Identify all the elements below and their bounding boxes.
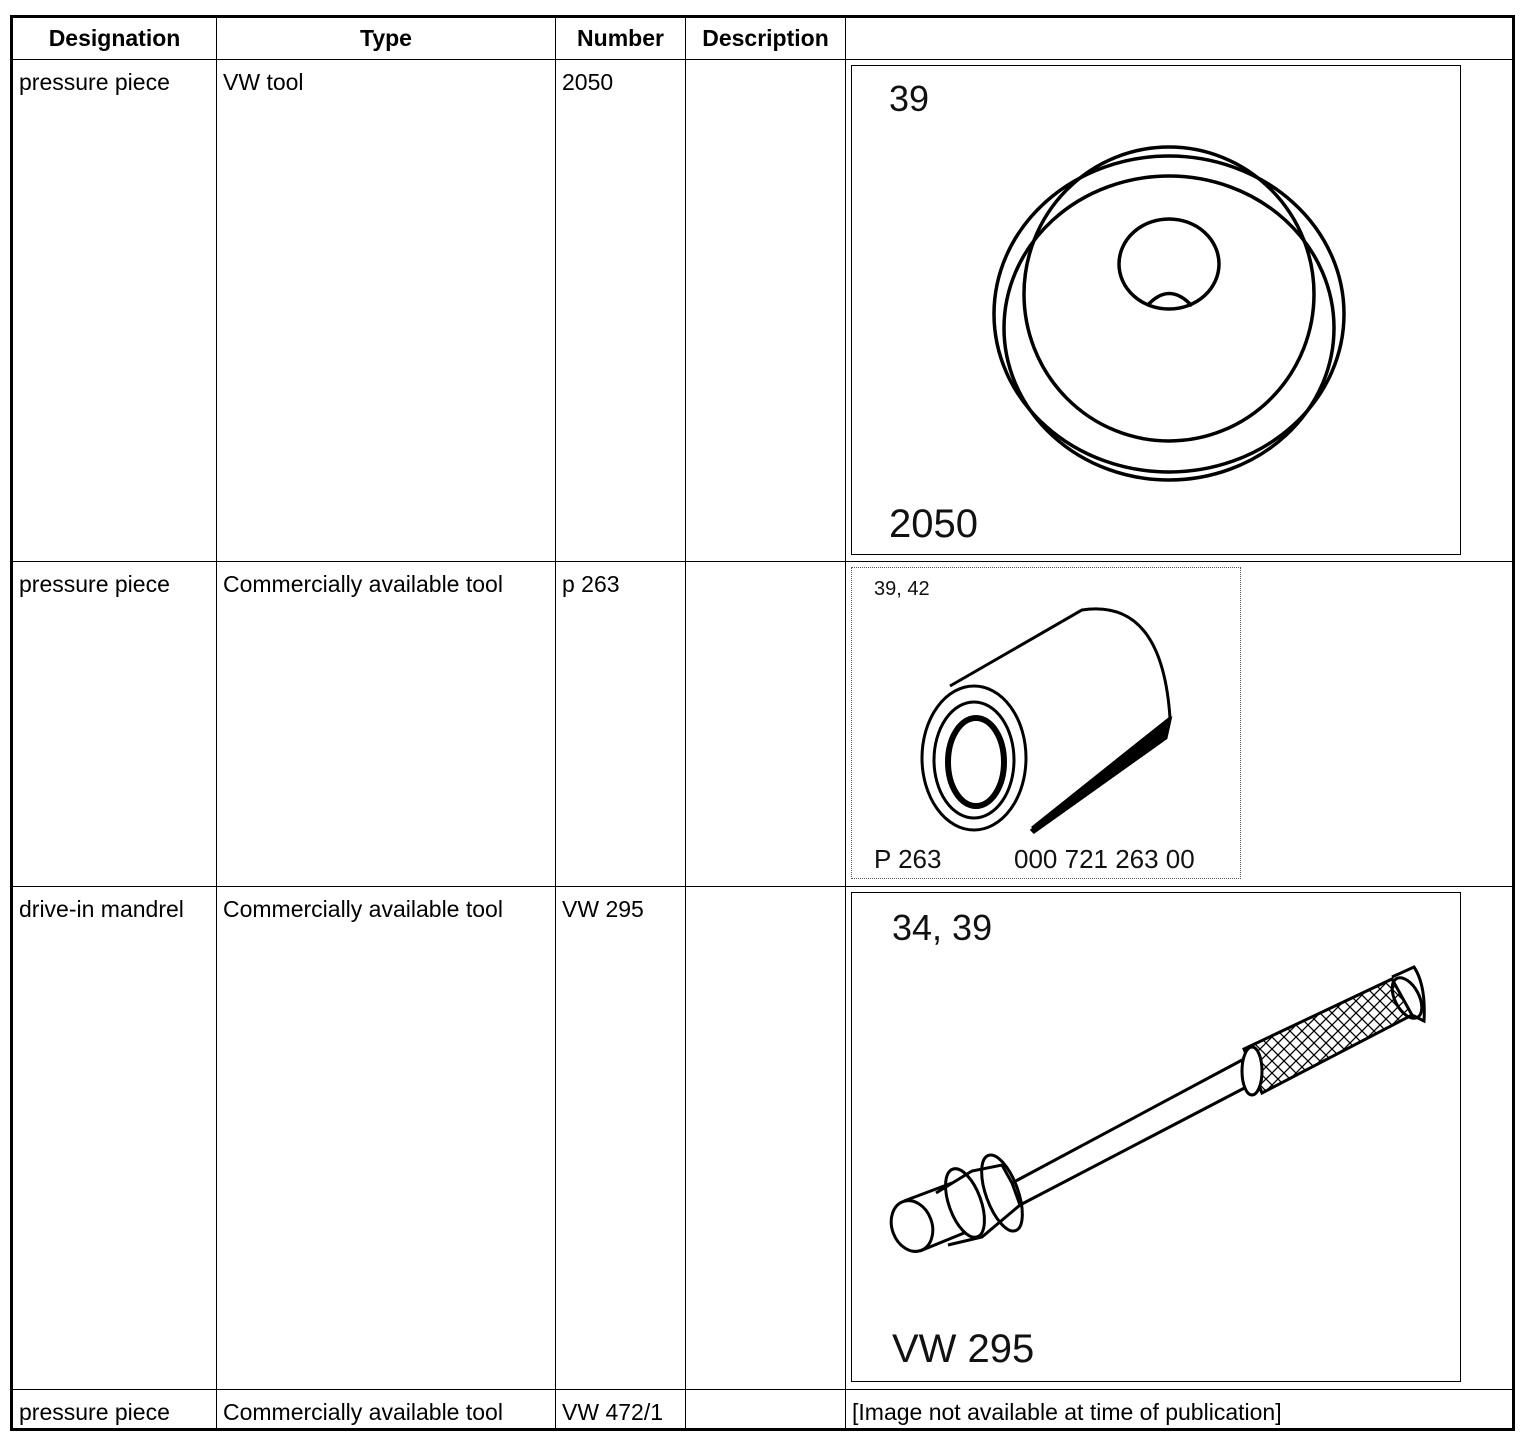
- cell-designation: drive-in mandrel: [12, 887, 217, 1390]
- cell-number: 2050: [556, 60, 686, 562]
- drive-in-mandrel-drawing: [852, 893, 1460, 1381]
- table-row: [12, 60, 1514, 562]
- header-row: [12, 17, 1514, 60]
- cell-type: Commercially available tool: [217, 562, 556, 887]
- table-row: [12, 887, 1514, 1390]
- cell-number: VW 295: [556, 887, 686, 1390]
- cell-type: Commercially available tool: [217, 887, 556, 1390]
- cell-type: Commercially available tool: [217, 1390, 556, 1430]
- cell-description: [686, 562, 846, 887]
- tool-figure-2050: [851, 65, 1461, 555]
- figure-ref: 39, 42: [874, 578, 930, 600]
- cell-designation: pressure piece: [12, 562, 217, 887]
- header-image: [846, 17, 1514, 60]
- cell-description: [686, 60, 846, 562]
- cell-designation: pressure piece: [12, 60, 217, 562]
- cell-image-note: [Image not available at time of publication]: [846, 1390, 1514, 1430]
- header-number: Number: [556, 17, 686, 60]
- cell-type: VW tool: [217, 60, 556, 562]
- header-type: Type: [217, 17, 556, 60]
- figure-caption: P 263: [874, 844, 942, 874]
- special-tools-table: [10, 15, 1515, 1431]
- figure-ref: 34, 39: [892, 907, 993, 948]
- cell-description: [686, 1390, 846, 1430]
- tool-figure-vw295: [851, 892, 1461, 1382]
- figure-caption: 2050: [889, 502, 978, 546]
- cell-image: [846, 887, 1514, 1390]
- cylindrical-pressure-piece-drawing: [852, 568, 1240, 878]
- cell-number: VW 472/1: [556, 1390, 686, 1430]
- cell-description: [686, 887, 846, 1390]
- figure-caption: VW 295: [892, 1327, 1035, 1371]
- table-row: [12, 562, 1514, 887]
- pressure-piece-drawing: [852, 66, 1460, 554]
- cell-image: [846, 562, 1514, 887]
- table-row: [12, 1390, 1514, 1430]
- header-description: Description: [686, 17, 846, 60]
- tool-figure-p263: [851, 567, 1241, 879]
- header-designation: Designation: [12, 17, 217, 60]
- cell-image: [846, 60, 1514, 562]
- figure-part-number: 000 721 263 00: [1014, 844, 1195, 874]
- figure-ref: 39: [889, 78, 930, 119]
- cell-number: p 263: [556, 562, 686, 887]
- cell-designation: pressure piece: [12, 1390, 217, 1430]
